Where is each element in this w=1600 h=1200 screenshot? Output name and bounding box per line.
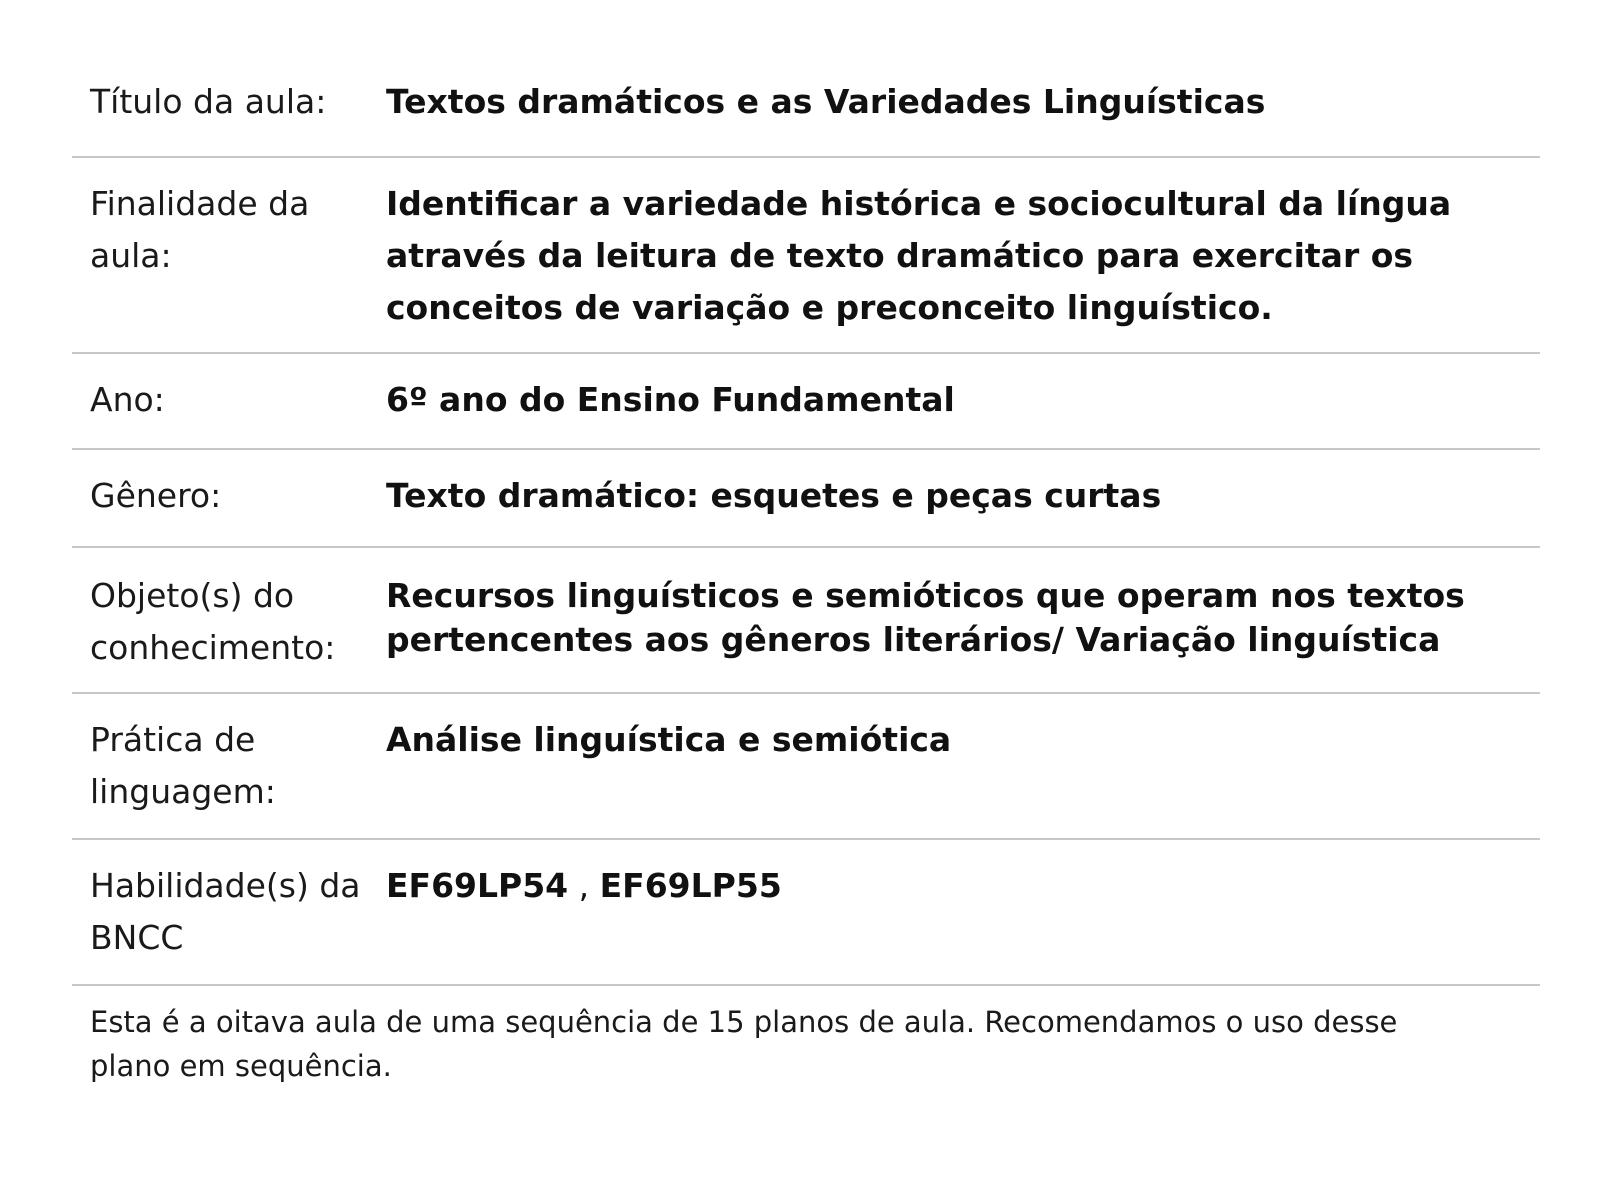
row-ano	[72, 354, 1540, 450]
ano-label: Ano:	[90, 380, 165, 419]
sequence-note: Esta é a oitava aula de uma sequência de 15 planos de aula. Recomendamos o uso desse plano em sequência.	[90, 1005, 1398, 1083]
pratica-label: Prática de linguagem:	[90, 720, 276, 811]
ano-value: 6º ano do Ensino Fundamental	[386, 380, 955, 419]
finalidade-value: Identificar a variedade histórica e sociocultural da língua através da leitura de texto dramático para exercitar os conceitos de variação e preconceito linguístico.	[386, 184, 1452, 327]
objeto-value: Recursos linguísticos e semióticos que operam nos textos pertencentes aos gêneros literários/ Variação linguística	[386, 576, 1465, 659]
row-genero	[72, 450, 1540, 548]
objeto-label: Objeto(s) do conhecimento:	[90, 576, 336, 667]
row-titulo	[72, 46, 1540, 158]
bncc-code-link[interactable]: EF69LP54	[386, 866, 569, 905]
finalidade-label: Finalidade da aula:	[90, 184, 310, 275]
lesson-plan-table	[72, 46, 1540, 1088]
row-habilidade	[72, 840, 1540, 986]
row-objeto	[72, 548, 1540, 694]
genero-value: Texto dramático: esquetes e peças curtas	[386, 476, 1162, 515]
titulo-label: Título da aula:	[90, 82, 327, 121]
genero-label: Gênero:	[90, 476, 222, 515]
row-finalidade	[72, 158, 1540, 354]
bncc-code-link[interactable]: EF69LP55	[599, 866, 782, 905]
habilidade-label: Habilidade(s) da BNCC	[90, 866, 361, 957]
titulo-value: Textos dramáticos e as Variedades Linguísticas	[386, 82, 1266, 121]
habilidade-value	[386, 860, 1540, 912]
row-pratica	[72, 694, 1540, 840]
pratica-value: Análise linguística e semiótica	[386, 720, 952, 759]
bncc-code-separator: ,	[568, 866, 600, 905]
